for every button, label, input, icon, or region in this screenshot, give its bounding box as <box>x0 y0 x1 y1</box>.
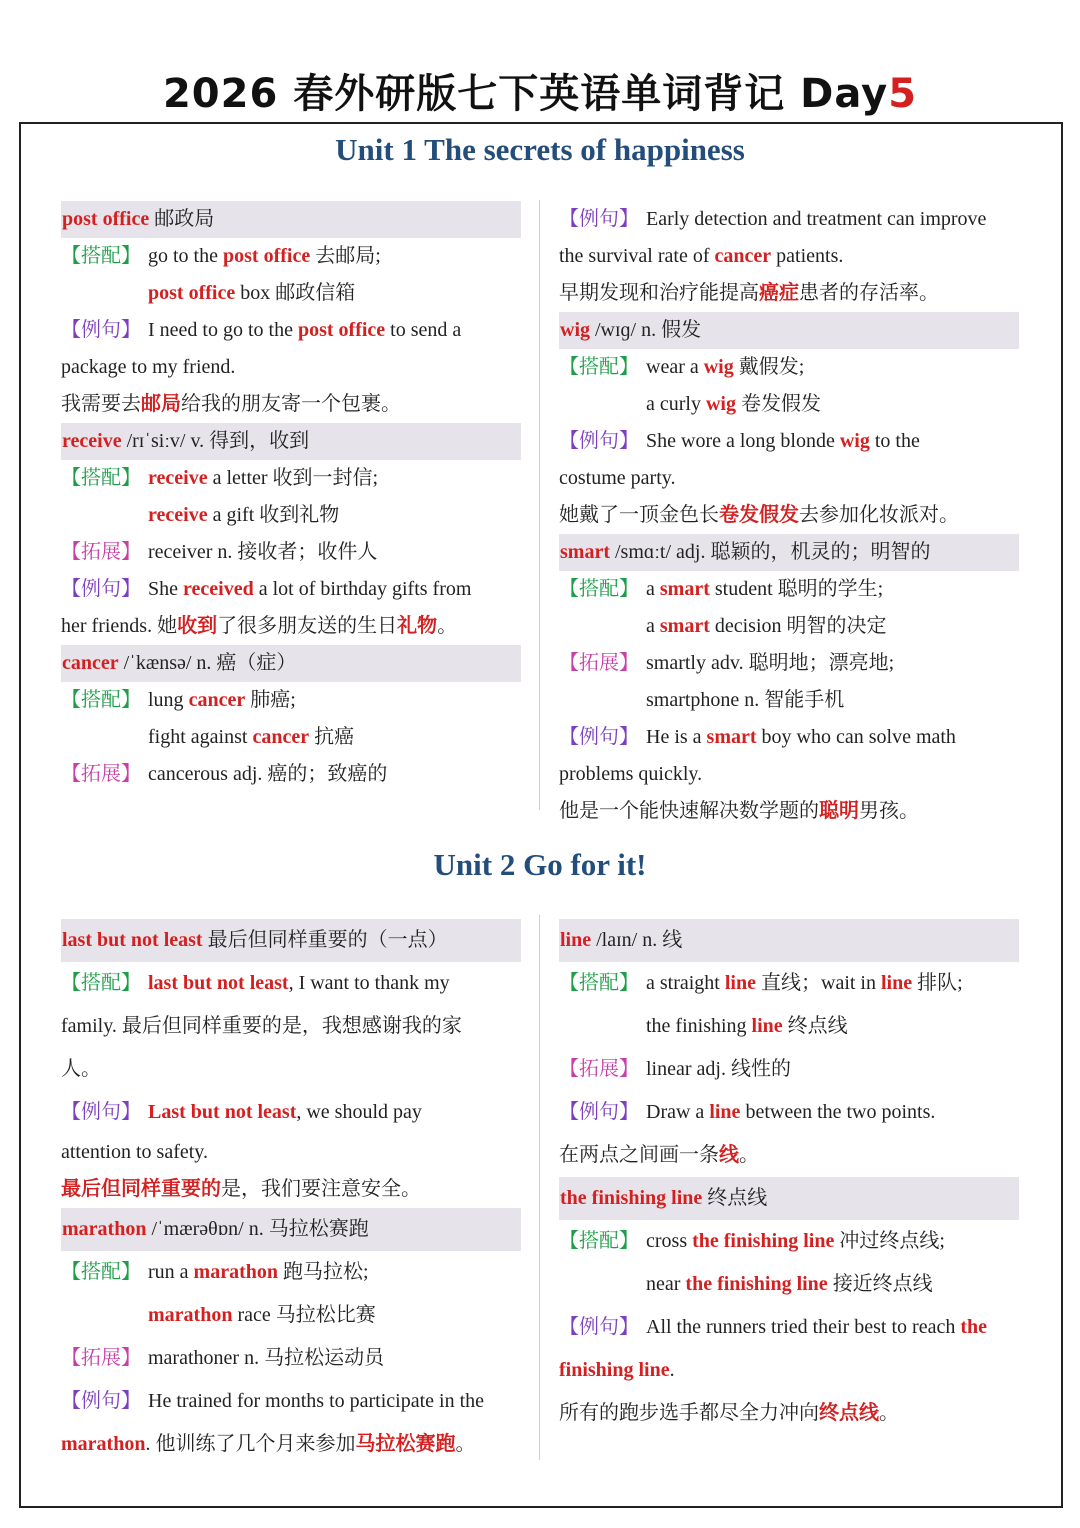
example-line <box>61 1380 521 1423</box>
highlighted-text: line <box>709 1101 741 1123</box>
text-segment: 终点线 <box>702 1187 768 1209</box>
headword-smart <box>559 534 1019 571</box>
text-segment: a <box>646 578 660 600</box>
highlighted-text: smart <box>560 541 610 563</box>
collocation-line: 人。 <box>61 1058 101 1080</box>
text-segment: 患者的存活率。 <box>799 282 939 304</box>
text-segment: fight against <box>148 726 253 748</box>
highlighted-text: marathon <box>61 1433 146 1455</box>
collocation-line: family. 最后但同样重要的是，我想感谢我的家 <box>61 1015 462 1037</box>
text-segment: . <box>669 1359 675 1381</box>
text-segment: 给我的朋友寄一个包裹。 <box>181 393 401 415</box>
text-segment: wear a <box>646 356 704 378</box>
highlighted-text: cancer <box>714 245 772 267</box>
headword-the-finishing-line <box>559 1177 1019 1220</box>
text-segment: 。 <box>739 1144 759 1166</box>
text-segment: a lot of birthday gifts from <box>253 578 472 600</box>
highlighted-text: receive <box>62 430 122 452</box>
text-segment: a <box>646 615 660 637</box>
highlighted-text: post office <box>297 319 386 341</box>
unit-1-left-column <box>61 201 521 793</box>
highlighted-text: 聪明 <box>819 800 859 822</box>
text-segment: cancerous adj. 癌的；致癌的 <box>148 763 388 785</box>
highlighted-text: 礼物 <box>397 615 438 637</box>
text-segment: 直线；wait in <box>756 972 881 994</box>
collocation-tag: 【搭配】 <box>559 1230 639 1252</box>
collocation-line <box>559 349 1019 386</box>
highlighted-text: the finishing line <box>560 1187 703 1209</box>
highlighted-text: 马拉松赛跑 <box>355 1433 456 1455</box>
text-segment: /rɪˈsiːv/ v. 得到，收到 <box>121 430 310 452</box>
highlighted-text: last but not least <box>148 972 289 994</box>
text-segment: 最后但同样重要的（一点） <box>202 929 448 951</box>
collocation-tag: 【搭配】 <box>559 356 639 378</box>
highlighted-text: line <box>881 972 913 994</box>
highlighted-text: receive <box>148 504 208 526</box>
example-line: problems quickly. <box>559 763 703 785</box>
column-divider <box>539 200 540 810</box>
text-segment: /wɪɡ/ n. 假发 <box>590 319 702 341</box>
text-segment: boy who can solve math <box>756 726 956 748</box>
example-line: attention to safety. <box>61 1141 208 1163</box>
highlighted-text: 最后但同样重要的 <box>61 1178 221 1200</box>
text-segment: She <box>148 578 183 600</box>
extension-line <box>559 645 1019 682</box>
text-segment: 卷发假发 <box>735 393 821 415</box>
example-line <box>61 608 521 645</box>
text-segment: 戴假发; <box>733 356 805 378</box>
text-segment: 邮政局 <box>149 208 215 230</box>
extension-line <box>61 756 521 793</box>
example-line <box>559 1306 1019 1349</box>
text-segment: to the <box>869 430 920 452</box>
extension-tag: 【拓展】 <box>559 652 639 674</box>
example-tag: 【例句】 <box>559 430 639 452</box>
text-segment: He is a <box>646 726 707 748</box>
example-tag: 【例句】 <box>559 1316 639 1338</box>
text-segment: 我需要去 <box>61 393 141 415</box>
text-segment: 抗癌 <box>309 726 355 748</box>
text-segment: student 聪明的学生; <box>709 578 884 600</box>
unit-2-title: Unit 2 Go for it! <box>433 847 647 882</box>
highlighted-text: line <box>751 1015 783 1037</box>
translation-line <box>61 1171 521 1208</box>
highlighted-text: post office <box>62 208 150 230</box>
collocation-line <box>559 1005 1019 1048</box>
highlighted-text: the finishing line <box>692 1230 835 1252</box>
text-segment: Draw a <box>646 1101 710 1123</box>
text-segment: decision 明智的决定 <box>709 615 887 637</box>
text-segment: between the two points. <box>740 1101 936 1123</box>
headword-cancer <box>61 645 521 682</box>
example-line <box>559 1091 1019 1134</box>
text-segment: race 马拉松比赛 <box>232 1304 376 1326</box>
example-tag: 【例句】 <box>559 1101 639 1123</box>
example-tag: 【例句】 <box>559 208 639 230</box>
unit-1-right-column <box>559 201 1019 830</box>
collocation-tag: 【搭配】 <box>559 578 639 600</box>
highlighted-text: marathon <box>62 1218 147 1240</box>
text-segment: a gift 收到礼物 <box>207 504 340 526</box>
collocation-line <box>61 1294 521 1337</box>
collocation-line <box>61 460 521 497</box>
text-segment: a letter 收到一封信; <box>207 467 379 489</box>
unit-2-right-column <box>559 919 1019 1435</box>
highlighted-text: 终点线 <box>819 1402 879 1424</box>
text-segment: a straight <box>646 972 725 994</box>
text-segment: smartly adv. 聪明地；漂亮地; <box>646 652 895 674</box>
text-segment: the finishing <box>646 1015 752 1037</box>
text-segment: 冲过终点线; <box>834 1230 945 1252</box>
example-tag: 【例句】 <box>559 726 639 748</box>
headword-wig <box>559 312 1019 349</box>
text-segment: 终点线 <box>782 1015 848 1037</box>
day-number: 5 <box>888 71 918 117</box>
text-segment: 早期发现和治疗能提高 <box>559 282 759 304</box>
text-segment: 她戴了一顶金色长 <box>559 504 719 526</box>
example-line <box>559 423 1019 460</box>
text-segment: 去参加化妆派对。 <box>799 504 959 526</box>
example-line <box>61 312 521 349</box>
highlighted-text: the <box>960 1316 988 1338</box>
text-segment: go to the <box>148 245 223 267</box>
highlighted-text: cancer <box>188 689 246 711</box>
example-line <box>61 1091 521 1134</box>
text-segment: He trained for months to participate in the <box>148 1390 485 1412</box>
text-segment: marathoner n. 马拉松运动员 <box>148 1347 385 1369</box>
text-segment: All the runners tried their best to reach <box>646 1316 961 1338</box>
text-segment: receiver n. 接收者；收件人 <box>148 541 378 563</box>
highlighted-text: 卷发假发 <box>719 504 799 526</box>
collocation-line <box>61 275 521 312</box>
highlighted-text: post office <box>148 282 236 304</box>
collocation-line <box>61 497 521 534</box>
example-line: costume party. <box>559 467 676 489</box>
headword-post-office <box>61 201 521 238</box>
text-segment: I need to go to the <box>148 319 298 341</box>
example-line <box>61 571 521 608</box>
highlighted-text: the finishing line <box>685 1273 828 1295</box>
collocation-tag: 【搭配】 <box>61 972 141 994</box>
highlighted-text: marathon <box>193 1261 278 1283</box>
extension-tag: 【拓展】 <box>61 1347 141 1369</box>
text-segment: /ˈmærəθɒn/ n. 马拉松赛跑 <box>146 1218 369 1240</box>
example-line <box>559 719 1019 756</box>
highlighted-text: line <box>724 972 756 994</box>
collocation-line <box>559 962 1019 1005</box>
text-segment: 去邮局; <box>310 245 381 267</box>
text-segment: She wore a long blonde <box>646 430 840 452</box>
text-segment: Early detection and treatment can improve <box>646 208 987 230</box>
text-segment: 是，我们要注意安全。 <box>221 1178 421 1200</box>
highlighted-text: received <box>183 578 254 600</box>
translation-line <box>559 793 1019 830</box>
text-segment: 。 <box>437 615 458 637</box>
text-segment: /ˈkænsə/ n. 癌（症） <box>118 652 297 674</box>
text-segment: 了很多朋友送的生日 <box>217 615 398 637</box>
text-segment: , I want to thank my <box>288 972 450 994</box>
text-segment: box 邮政信箱 <box>235 282 356 304</box>
example-tag: 【例句】 <box>61 1101 141 1123</box>
highlighted-text: wig <box>839 430 870 452</box>
text-segment: to send a <box>385 319 462 341</box>
example-line: package to my friend. <box>61 356 236 378</box>
title-text: 2026 春外研版七下英语单词背记 Day <box>162 71 889 117</box>
highlighted-text: 癌症 <box>759 282 799 304</box>
highlighted-text: 收到 <box>177 615 218 637</box>
text-segment: a curly <box>646 393 706 415</box>
example-tag: 【例句】 <box>61 1390 141 1412</box>
text-segment: patients. <box>771 245 844 267</box>
collocation-line <box>61 1251 521 1294</box>
text-segment: 排队; <box>912 972 963 994</box>
highlighted-text: wig <box>703 356 734 378</box>
highlighted-text: cancer <box>62 652 119 674</box>
example-line <box>559 1349 1019 1392</box>
collocation-tag: 【搭配】 <box>61 467 141 489</box>
example-line <box>559 201 1019 238</box>
headword-last-but-not-least <box>61 919 521 962</box>
text-segment: /smɑːt/ adj. 聪颖的，机灵的；明智的 <box>609 541 931 563</box>
collocation-line <box>61 238 521 275</box>
collocation-tag: 【搭配】 <box>559 972 639 994</box>
highlighted-text: last but not least <box>62 929 203 951</box>
translation-line <box>559 275 1019 312</box>
text-segment: 肺癌; <box>245 689 296 711</box>
text-segment: /laɪn/ n. 线 <box>591 929 683 951</box>
highlighted-text: 邮局 <box>141 393 181 415</box>
text-segment: 。 <box>879 1402 899 1424</box>
collocation-line <box>61 719 521 756</box>
text-segment: lung <box>148 689 189 711</box>
text-segment: , we should pay <box>296 1101 422 1123</box>
collocation-line <box>61 962 521 1005</box>
extension-line <box>61 534 521 571</box>
highlighted-text: smart <box>659 578 710 600</box>
translation-line <box>559 1134 1019 1177</box>
highlighted-text: cancer <box>252 726 310 748</box>
collocation-line <box>559 571 1019 608</box>
highlighted-text: post office <box>223 245 311 267</box>
highlighted-text: 线 <box>719 1144 739 1166</box>
text-segment: the survival rate of <box>559 245 715 267</box>
column-divider <box>539 915 540 1460</box>
extension-line: smartphone n. 智能手机 <box>646 689 845 711</box>
collocation-tag: 【搭配】 <box>61 689 141 711</box>
collocation-line <box>559 386 1019 423</box>
text-segment: cross <box>646 1230 693 1252</box>
translation-line <box>559 497 1019 534</box>
highlighted-text: receive <box>148 467 208 489</box>
text-segment: run a <box>148 1261 194 1283</box>
extension-line <box>61 1337 521 1380</box>
collocation-line <box>61 682 521 719</box>
extension-line <box>559 1048 1019 1091</box>
text-segment: 在两点之间画一条 <box>559 1144 719 1166</box>
extension-tag: 【拓展】 <box>61 541 141 563</box>
highlighted-text: wig <box>705 393 736 415</box>
collocation-tag: 【搭配】 <box>61 245 141 267</box>
headword-marathon <box>61 1208 521 1251</box>
highlighted-text: finishing line <box>559 1359 670 1381</box>
unit-1-title: Unit 1 The secrets of happiness <box>335 132 745 167</box>
highlighted-text: smart <box>706 726 757 748</box>
text-segment: 男孩。 <box>859 800 919 822</box>
unit-2-left-column <box>61 919 521 1466</box>
text-segment: . 他训练了几个月来参加 <box>145 1433 356 1455</box>
example-tag: 【例句】 <box>61 319 141 341</box>
translation-line <box>559 1392 1019 1435</box>
text-segment: her friends. 她 <box>61 615 178 637</box>
collocation-tag: 【搭配】 <box>61 1261 141 1283</box>
text-segment: near <box>646 1273 686 1295</box>
text-segment: 跑马拉松; <box>278 1261 369 1283</box>
collocation-line <box>559 1220 1019 1263</box>
example-line <box>559 238 1019 275</box>
example-line <box>61 1423 521 1466</box>
highlighted-text: line <box>560 929 592 951</box>
highlighted-text: marathon <box>148 1304 233 1326</box>
headword-receive <box>61 423 521 460</box>
collocation-line <box>559 608 1019 645</box>
example-tag: 【例句】 <box>61 578 141 600</box>
extension-tag: 【拓展】 <box>559 1058 639 1080</box>
extension-tag: 【拓展】 <box>61 763 141 785</box>
headword-line <box>559 919 1019 962</box>
collocation-line <box>559 1263 1019 1306</box>
highlighted-text: Last but not least <box>148 1101 297 1123</box>
highlighted-text: wig <box>560 319 590 341</box>
page-title <box>0 62 1080 119</box>
highlighted-text: smart <box>659 615 710 637</box>
text-segment: linear adj. 线性的 <box>646 1058 791 1080</box>
translation-line <box>61 386 521 423</box>
text-segment: 接近终点线 <box>827 1273 933 1295</box>
text-segment: 他是一个能快速解决数学题的 <box>559 800 819 822</box>
text-segment: 所有的跑步选手都尽全力冲向 <box>559 1402 819 1424</box>
text-segment: 。 <box>455 1433 476 1455</box>
